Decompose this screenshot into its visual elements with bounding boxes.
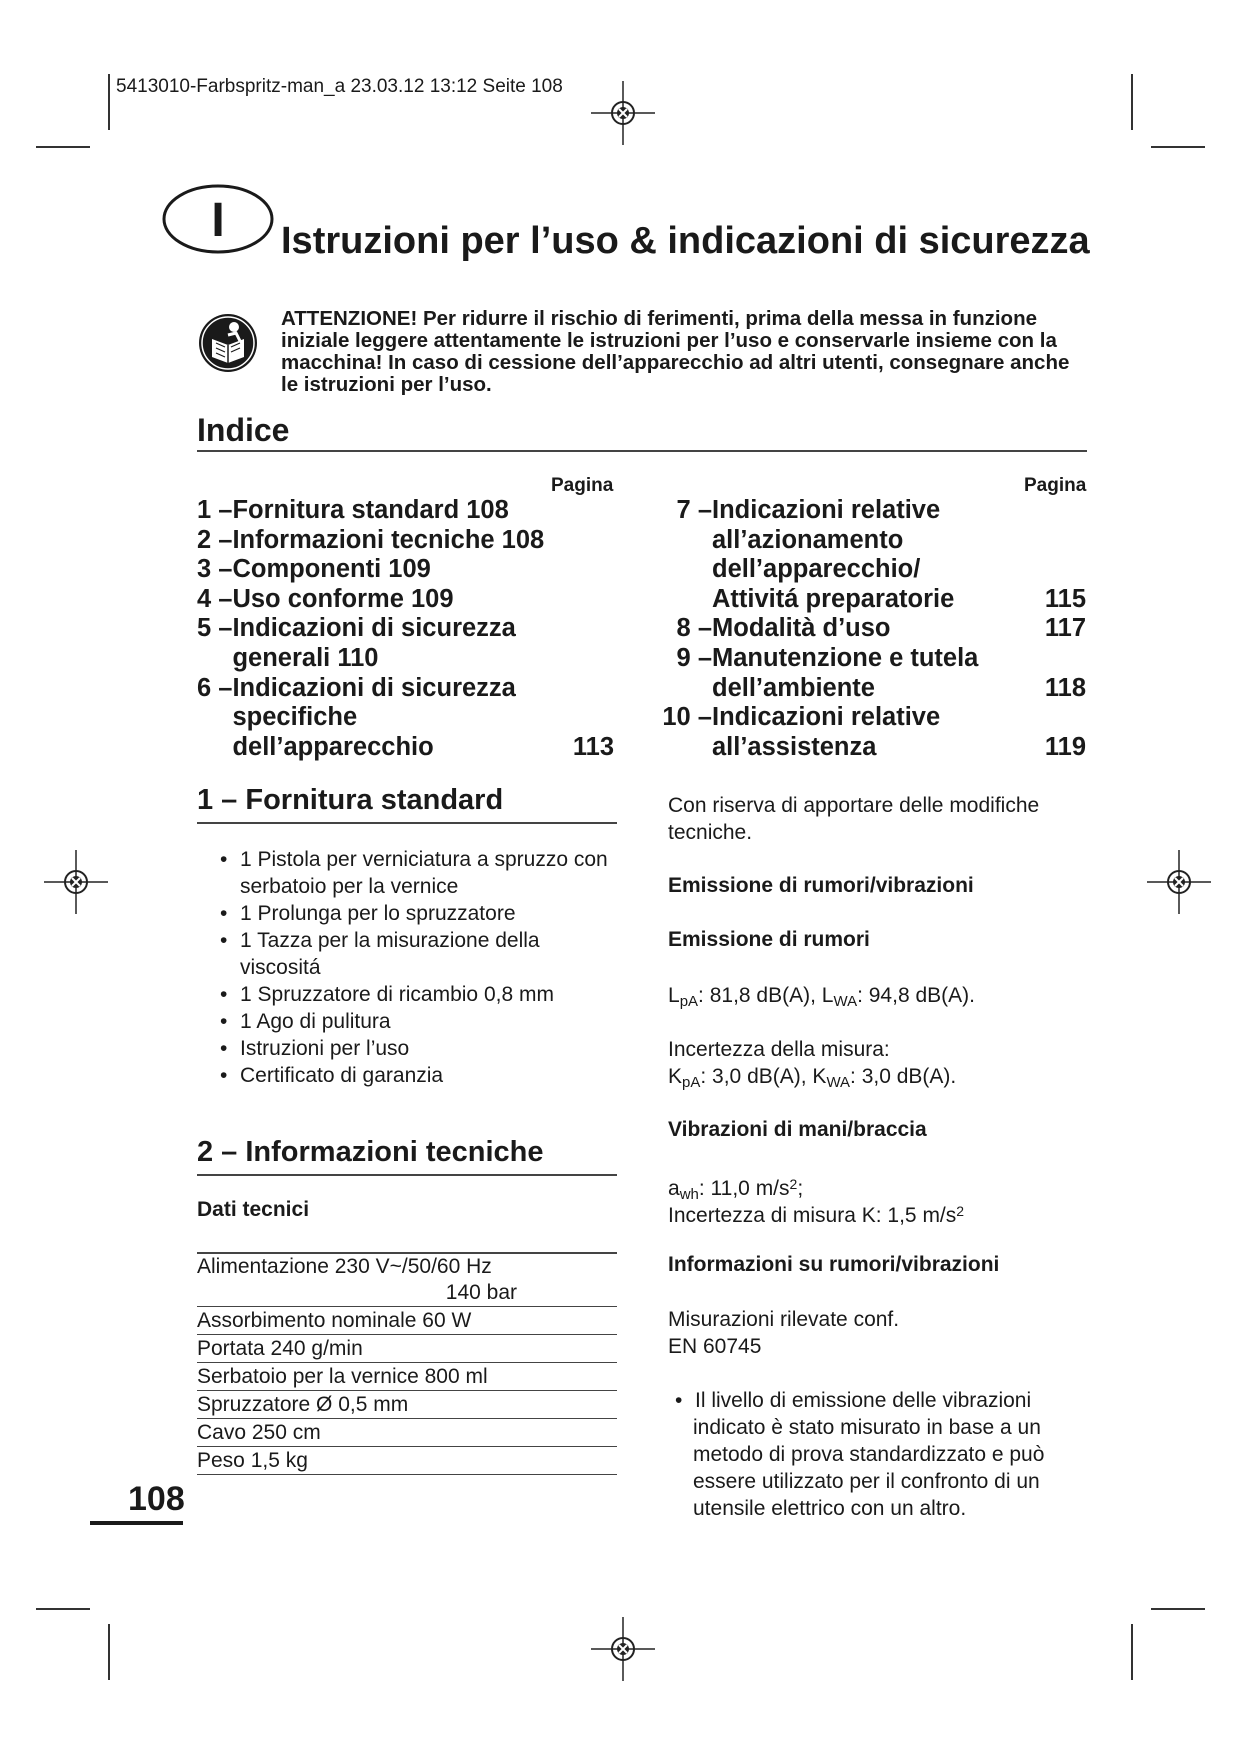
- toc-entry[interactable]: 10 – Indicazioni relative all’assistenza 119: [662, 703, 1086, 761]
- vibration-heading: Vibrazioni di mani/braccia: [668, 1118, 927, 1141]
- toc-entry[interactable]: 2 – Informazioni tecniche 108: [197, 525, 545, 554]
- section-title-informazioni: 2 – Informazioni tecniche: [197, 1136, 544, 1168]
- vibration-uncertainty: Incertezza di misura K: 1,5 $m/s^2$: [668, 1203, 965, 1227]
- registration-mark-icon: [44, 850, 108, 914]
- noise-heading: Emissione di rumori: [668, 928, 870, 951]
- info-heading: Informazioni su rumori/vibrazioni: [668, 1253, 1000, 1276]
- read-manual-icon: [198, 313, 258, 373]
- print-header: 5413010-Farbspritz-man_a 23.03.12 13:12 Seite 108: [116, 76, 563, 97]
- table-row: Serbatoio per la vernice 800 ml: [197, 1363, 617, 1391]
- registration-mark-icon: [591, 1617, 655, 1681]
- toc-entry[interactable]: 6 – Indicazioni di sicurezza specifiche dell’apparecchio 113: [197, 673, 614, 761]
- emission-heading: Emissione di rumori/vibrazioni: [668, 874, 974, 897]
- tech-data-table: [197, 1253, 617, 1475]
- table-row: Spruzzatore Ø 0,5 mm: [197, 1391, 617, 1419]
- crop-mark: [1151, 1608, 1205, 1610]
- noise-values: $L_{pA}$: 81,8 dB(A), $L_{WA}$: 94,8 dB(A).: [668, 984, 975, 1010]
- section-title-fornitura: 1 – Fornitura standard: [197, 784, 504, 816]
- list-item: • Istruzioni per l’uso: [197, 1035, 617, 1062]
- list-item: • 1 Pistola per verniciatura a spruzzo con serbatoio per la vernice: [197, 846, 617, 900]
- toc-right: [662, 496, 1086, 762]
- index-page-label-left: Pagina: [551, 475, 614, 496]
- toc-entry[interactable]: 1 – Fornitura standard 108: [197, 496, 509, 524]
- uncertainty-values: $K_{pA}$: 3,0 dB(A), $K_{WA}$: 3,0 dB(A).: [668, 1065, 957, 1091]
- language-badge: [162, 184, 274, 254]
- vibration-note-list: [668, 1387, 1096, 1522]
- index-divider: [197, 450, 1087, 452]
- vibration-value: $a_{wh}$: 11,0 $m/s^2$;: [668, 1176, 804, 1203]
- list-item: • 1 Tazza per la misurazione della viscositá: [197, 927, 617, 981]
- crop-mark: [1131, 74, 1133, 130]
- list-item: • 1 Ago di pulitura: [197, 1008, 617, 1035]
- page-number: 108: [128, 1480, 185, 1518]
- reserve-note: Con riserva di apportare delle modifiche tecniche.: [668, 794, 1040, 844]
- table-row: Peso 1,5 kg: [197, 1447, 617, 1475]
- crop-mark: [36, 146, 90, 148]
- index-title: Indice: [197, 412, 290, 448]
- table-row: Alimentazione 230 V~/50/60 Hz 140 bar: [197, 1253, 617, 1307]
- crop-mark: [1131, 1624, 1133, 1680]
- crop-mark: [108, 74, 110, 130]
- page-number-rule: [90, 1521, 183, 1525]
- registration-mark-icon: [591, 81, 655, 145]
- toc-left: [197, 496, 614, 762]
- crop-mark: [36, 1608, 90, 1610]
- page-title: Istruzioni per l’uso & indicazioni di sicurezza: [281, 220, 1090, 262]
- language-badge-letter: I: [211, 194, 225, 247]
- toc-entry[interactable]: 7 – Indicazioni relative all’azionamento dell’apparecchio/ Attivitá preparatorie 115: [676, 496, 1086, 613]
- toc-entry[interactable]: 8 – Modalità d’uso 117: [676, 614, 1086, 643]
- toc-entry[interactable]: 5 – Indicazioni di sicurezza generali 110: [197, 614, 516, 672]
- delivery-list: [197, 846, 617, 1089]
- index-page-label-right: Pagina: [1024, 475, 1087, 496]
- safety-warning: ATTENZIONE! Per ridurre il rischio di ferimenti, prima della messa in funzione iniziale leggere attentamente le istruzioni per l’uso e conservarle insieme con la macchina! In caso di cessione dell’apparecchio ad altri utenti, consegnare anche le istruzioni per l’uso.: [281, 307, 1070, 396]
- list-item: • 1 Prolunga per lo spruzzatore: [197, 900, 617, 927]
- tech-data-title: Dati tecnici: [197, 1198, 310, 1221]
- toc-entry[interactable]: 4 – Uso conforme 109: [197, 584, 454, 613]
- toc-entry[interactable]: 3 – Componenti 109: [197, 555, 431, 584]
- measurement-standard: EN 60745: [668, 1335, 762, 1358]
- toc-entry[interactable]: 9 – Manutenzione e tutela dell’ambiente 118: [676, 643, 1086, 702]
- measurement-line: Misurazioni rilevate conf.: [668, 1308, 900, 1331]
- table-row: Portata 240 g/min: [197, 1335, 617, 1363]
- crop-mark: [108, 1624, 110, 1680]
- section-divider: [197, 1174, 617, 1176]
- table-row: Assorbimento nominale 60 W: [197, 1307, 617, 1335]
- list-item: • Certificato di garanzia: [197, 1062, 617, 1089]
- uncertainty-title: Incertezza della misura:: [668, 1038, 890, 1061]
- registration-mark-icon: [1147, 850, 1211, 914]
- list-item: • 1 Spruzzatore di ricambio 0,8 mm: [197, 981, 617, 1008]
- crop-mark: [1151, 146, 1205, 148]
- section-divider: [197, 822, 617, 824]
- table-row: Cavo 250 cm: [197, 1419, 617, 1447]
- list-item: • Il livello di emissione delle vibrazioni indicato è stato misurato in base a un metodo di prova standardizzato e può essere utilizzato per il confronto di un utensile elettrico con un altro.: [668, 1387, 1096, 1522]
